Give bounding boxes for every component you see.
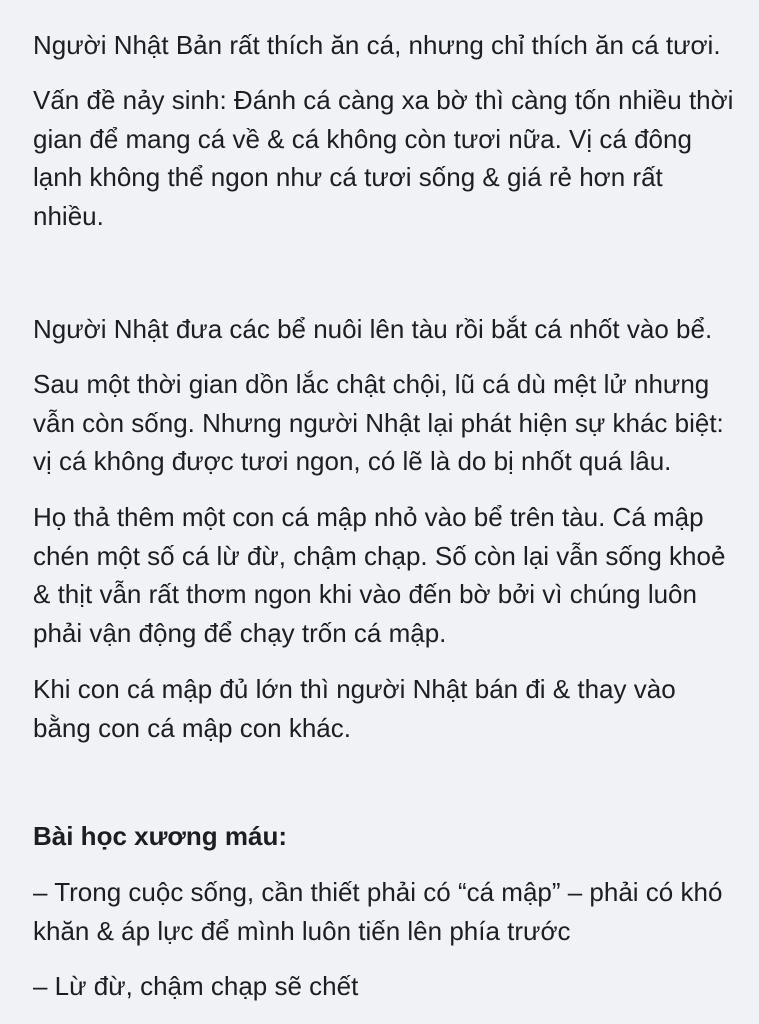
text-line: Sau một thời gian dồn lắc chật chội, lũ cá dù mệt lử nhưng: [33, 369, 710, 399]
text-line: phải vận động để chạy trốn cá mập.: [33, 617, 447, 648]
text-line: Người Nhật đưa các bể nuôi lên tàu rồi bắt cá nhốt vào bể.: [33, 314, 713, 344]
text-line: – Trong cuộc sống, cần thiết phải có “cá mập” – phải có khó: [33, 877, 723, 907]
text-line: khăn & áp lực để mình luôn tiến lên phía trước: [33, 915, 571, 946]
paragraph-replace: [33, 670, 676, 747]
text-line: vẫn còn sống. Nhưng người Nhật lại phát hiện sự khác biệt:: [33, 407, 724, 438]
text-line: – Lừ đừ, chậm chạp sẽ chết: [33, 971, 359, 1001]
paragraph-problem: [33, 81, 733, 235]
text-line: & thịt vẫn rất thơm ngon khi vào đến bờ bởi vì chúng luôn: [33, 579, 697, 609]
text-line: nhiều.: [33, 200, 104, 231]
paragraph-crowded: [33, 365, 724, 481]
text-line: gian để mang cá về & cá không còn tươi nữa. Vị cá đông: [33, 123, 692, 154]
text-line: bằng con cá mập con khác.: [33, 712, 351, 743]
text-line: Vấn đề nảy sinh: Đánh cá càng xa bờ thì càng tốn nhiều thời: [33, 85, 734, 115]
text-line: Bài học xương máu:: [33, 821, 288, 851]
text-line: chén một số cá lừ đừ, chậm chạp. Số còn lại vẫn sống khoẻ: [33, 540, 726, 571]
paragraph-shark: [33, 498, 725, 652]
lesson-point-2: [33, 967, 358, 1006]
text-line: lạnh không thể ngon như cá tươi sống & giá rẻ hơn rất: [33, 162, 663, 192]
lesson-point-1: [33, 873, 722, 950]
lesson-heading: [33, 817, 287, 856]
text-line: Khi con cá mập đủ lớn thì người Nhật bán đi & thay vào: [33, 674, 676, 704]
text-line: Họ thả thêm một con cá mập nhỏ vào bể trên tàu. Cá mập: [33, 502, 704, 532]
text-line: vị cá không được tươi ngon, có lẽ là do bị nhốt quá lâu.: [33, 446, 672, 476]
paragraph-tanks: [33, 310, 712, 349]
text-line: Người Nhật Bản rất thích ăn cá, nhưng chỉ thích ăn cá tươi.: [33, 30, 721, 60]
paragraph-intro: [33, 26, 721, 65]
